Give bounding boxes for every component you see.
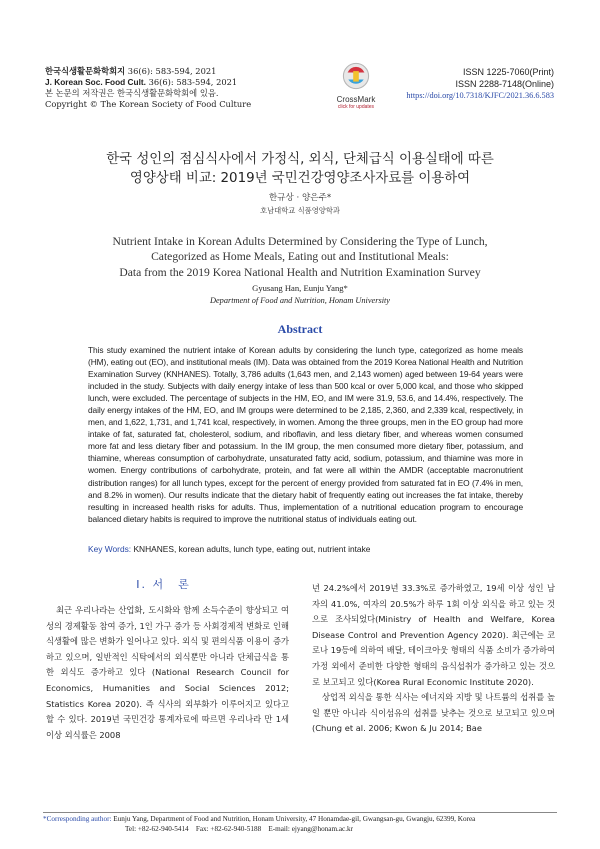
journal-name-en: J. Korean Soc. Food Cult. 36(6): 583-594, 2021 bbox=[45, 77, 238, 87]
paragraph: 상업적 외식을 통한 식사는 에너지와 지방 및 나트륨의 섭취를 높일 뿐만 아니라 식이섬유의 섭취를 낮추는 것으로 보고되고 있으며(Chung et al. 2006; Kwon & Ju 2014; Bae bbox=[312, 692, 555, 734]
affiliation-kr: 호남대학교 식품영양학과 bbox=[260, 206, 340, 215]
title-kr: 한국 성인의 점심식사에서 가정식, 외식, 단체급식 이용실태에 따른 영양상태 비교: 2019년 국민건강영양조사자료를 이용하여 bbox=[106, 152, 494, 186]
abstract-heading: Abstract bbox=[277, 322, 323, 336]
footnote-contact: Tel: +82-62-940-5414 Fax: +82-62-940-5188 E-mail: ejyang@honam.ac.kr bbox=[125, 825, 354, 833]
journal-name-kr: 한국식생활문화학회지 36(6): 583-594, 2021 bbox=[45, 66, 217, 76]
title-en: Nutrient Intake in Korean Adults Determined by Considering the Type of Lunch, Categorized as Home Meals, Eating out and Institutional Meals: Data from the 2019 Korea National Health and Nutrition Examination Survey bbox=[112, 235, 488, 279]
body-column-right bbox=[312, 581, 555, 737]
keywords bbox=[88, 544, 528, 554]
authors-en: Gyusang Han, Eunju Yang* bbox=[252, 283, 348, 293]
section-heading-introduction: I. 서 론 bbox=[136, 578, 191, 591]
authors-kr: 한규상 · 양은주* bbox=[268, 193, 332, 203]
abstract-body: This study examined the nutrient intake of Korean adults by considering the lunch type, categorized as home meals (HM), eating out (EO), and institutional meals (IM). Data was obtained from the 2019 Korea National Health and Nutrition Examination Survey (KNHANES). Totally, 3,786 adults (1,643 men, and 2,143 women) aged between 19-64 years were included in the study. Subjects with daily energy intake of less than 500 kcal or over 5,000 kcal, and those who skipped lunch, were excluded. The percentage of subjects in the HM, EO, and IM were 31.9, 53.6, and 14.4%, respectively. The daily energy intakes of the HM, EO, and IM groups were determined to be 2,185, 2,360, and 2,339 kcal, respectively, in men, and 1,622, 1,731, and 1,741 kcal, respectively, in women. Among the three groups, men in the EO group had more intake of fat, saturated fat, cholesterol, sodium, and riboflavin, and less dietary fiber, and whereas women consumed more fat and less dietary fiber and potassium. In the IM group, the men consumed more dietary fiber, potassium, and thiamine, whereas consumption of carbohydrate, unsaturated fatty acid, sodium, potassium, and thiamine was more in women. Energy contributions of carbohydrate, protein, and fat were all within the AMDR (acceptable macronutrient distribution ranges) for all lunch types, except for the percent of energy provided from saturated fat in EO (7.4% in men, and 8.2% in women). Our results indicate that the dietary habit of frequently eating out increases the fat intake, thereby resulting in increased health risks for adults. Thus, implementation of a nutritional education program to encourage balanced dietary habits is required to improve the nutritional status of individuals eating out. bbox=[88, 345, 523, 524]
footnote-label: *Corresponding author: bbox=[43, 815, 112, 823]
journal-header bbox=[45, 66, 251, 110]
footnote bbox=[43, 814, 557, 834]
keywords-text: KNHANES, korean adults, lunch type, eating out, nutrient intake bbox=[133, 544, 371, 554]
footnote-divider bbox=[43, 812, 557, 813]
paragraph: 년 24.2%에서 2019년 33.3%로 증가하였고, 19세 이상 성인 남자의 41.0%, 여자의 20.5%가 하루 1회 이상 외식을 하고 있는 것으로 조사되었다(Ministry of Health and Welfare, Korea Disease Control and Prevention Agency 2020). 최근에는 코로나 19등에 의하여 배달, 테이크아웃 형태의 식품 소비가 증가하여 가정 외에서 준비한 다양한 형태의 음식섭취가 증가하고 있는 것으로 보고되고 있다(Korea Rural Economic Institute 2020). bbox=[312, 583, 555, 687]
crossmark-badge[interactable] bbox=[326, 62, 386, 110]
issn-online: ISSN 2288-7148(Online) bbox=[455, 79, 554, 89]
issn-block bbox=[406, 66, 554, 102]
copyright-en: Copyright © The Korean Society of Food Culture bbox=[45, 99, 252, 109]
crossmark-icon bbox=[342, 62, 370, 90]
copyright-kr: 본 논문의 저작권은 한국식생활문화학회에 있음. bbox=[45, 88, 219, 98]
issn-print: ISSN 1225-7060(Print) bbox=[462, 67, 554, 77]
paragraph: 최근 우리나라는 산업화, 도시화와 함께 소득수준이 향상되고 여성의 경제활동 참여 증가, 1인 가구 증가 등 사회경제적 변화로 인해 식생활에 많은 변화가 일어나고 있다. 외식 및 편의식품 이용이 증가하고 있으며, 일반적인 식탁에서의 외식뿐만 아니라 단체급식을 통한 외식도 증가하고 있다 (National Research Council for Economics, Humanities and Social Sciences 2012; Statistics Korea 2020). 즉 식사의 외부화가 이루어지고 있다고 할 수 있다. 2019년 국민건강 통계자료에 따르면 우리나라 만 1세 이상 외식률은 2008 bbox=[46, 605, 289, 740]
crossmark-sub: click for updates bbox=[337, 104, 375, 110]
affiliation-en: Department of Food and Nutrition, Honam University bbox=[210, 296, 390, 305]
crossmark-label: CrossMark bbox=[336, 95, 376, 104]
footnote-text: Eunju Yang, Department of Food and Nutrition, Honam University, 47 Honamdae-gil, Gwangsan-gu, Gwangju, 62399, Korea bbox=[113, 815, 476, 823]
keywords-label: Key Words: bbox=[88, 544, 132, 554]
doi-link[interactable]: https://doi.org/10.7318/KJFC/2021.36.6.583 bbox=[406, 91, 554, 100]
body-column-left bbox=[46, 603, 289, 743]
